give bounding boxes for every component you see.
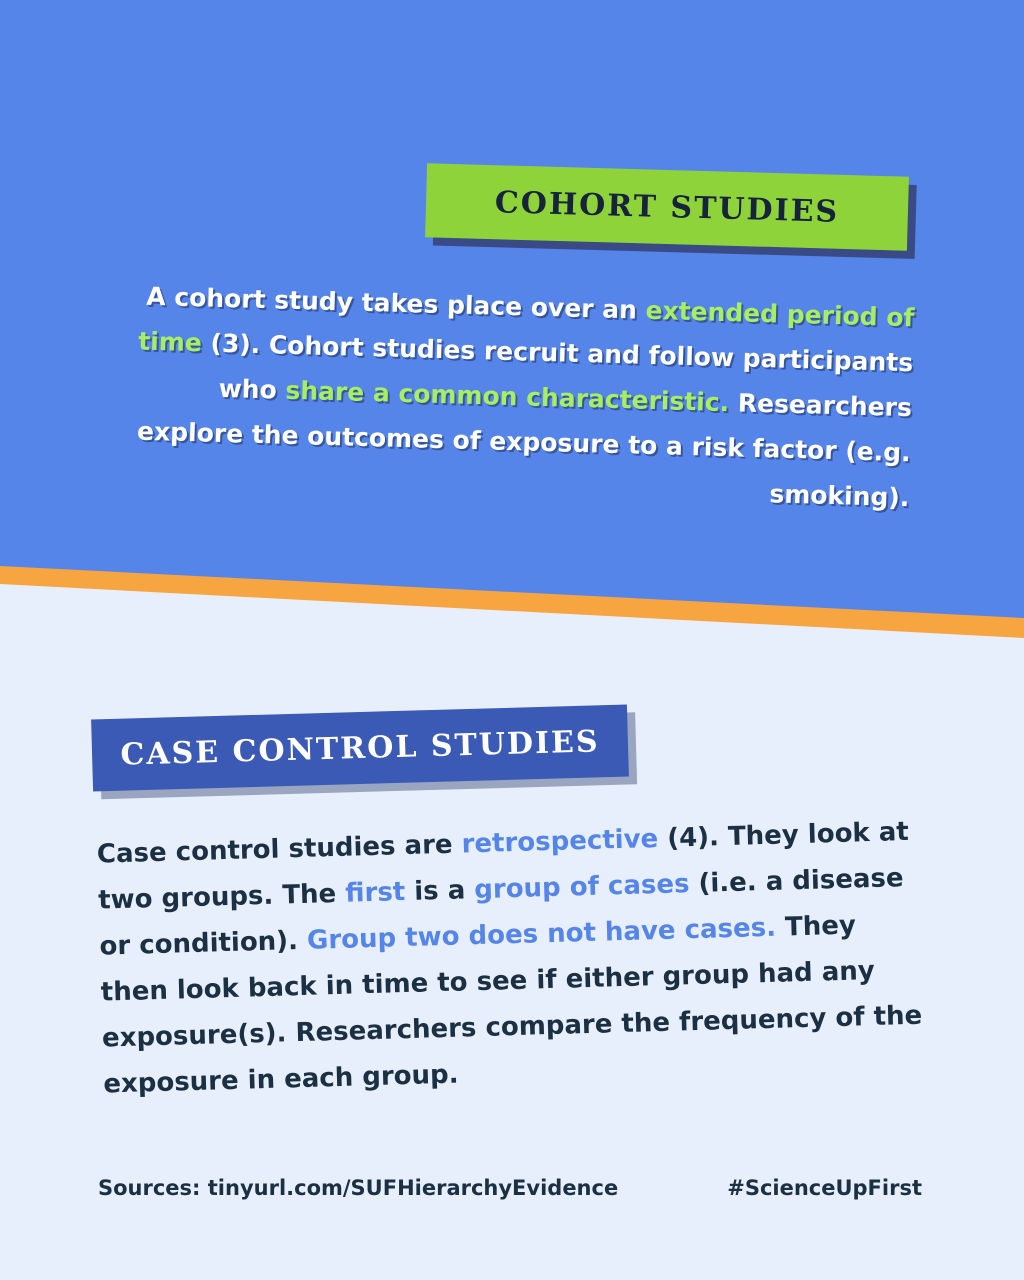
case-text-4: (i.e. a disease or condition). [99,863,904,962]
cohort-highlight-1: extended period of time [137,295,915,358]
case-text-5: They then look back in time to see if either group had any exposure(s). Researchers compare the frequency of the exposure in each group. [100,910,923,1100]
case-control-title: CASE CONTROL STUDIES [91,705,629,792]
case-highlight-1: retrospective [461,823,659,860]
case-highlight-2: first [344,877,406,909]
case-text-1: Case control studies are [96,829,463,870]
cohort-paragraph [105,273,915,520]
footer [98,1176,922,1200]
cohort-title-tag [425,163,909,250]
cohort-highlight-2: share a common characteristic. [285,375,730,418]
hashtag-text: #ScienceUpFirst [727,1176,922,1200]
cohort-text-2: (3). Cohort studies recruit and follow participants who [201,328,914,405]
case-control-title-tag [91,705,629,792]
case-highlight-4: Group two does not have cases. [306,912,777,956]
cohort-text-1: A cohort study takes place over an [145,281,647,325]
cohort-text-3: Researchers explore the outcomes of exposure to a risk factor (e.g. smoking). [136,388,913,513]
cohort-title: COHORT STUDIES [425,163,909,250]
case-text-3: is a [404,875,475,908]
case-highlight-3: group of cases [473,869,690,906]
case-control-paragraph [96,808,933,1107]
case-text-2: (4). They look at two groups. The [97,816,910,916]
sources-text: Sources: tinyurl.com/SUFHierarchyEvidence [98,1176,619,1200]
